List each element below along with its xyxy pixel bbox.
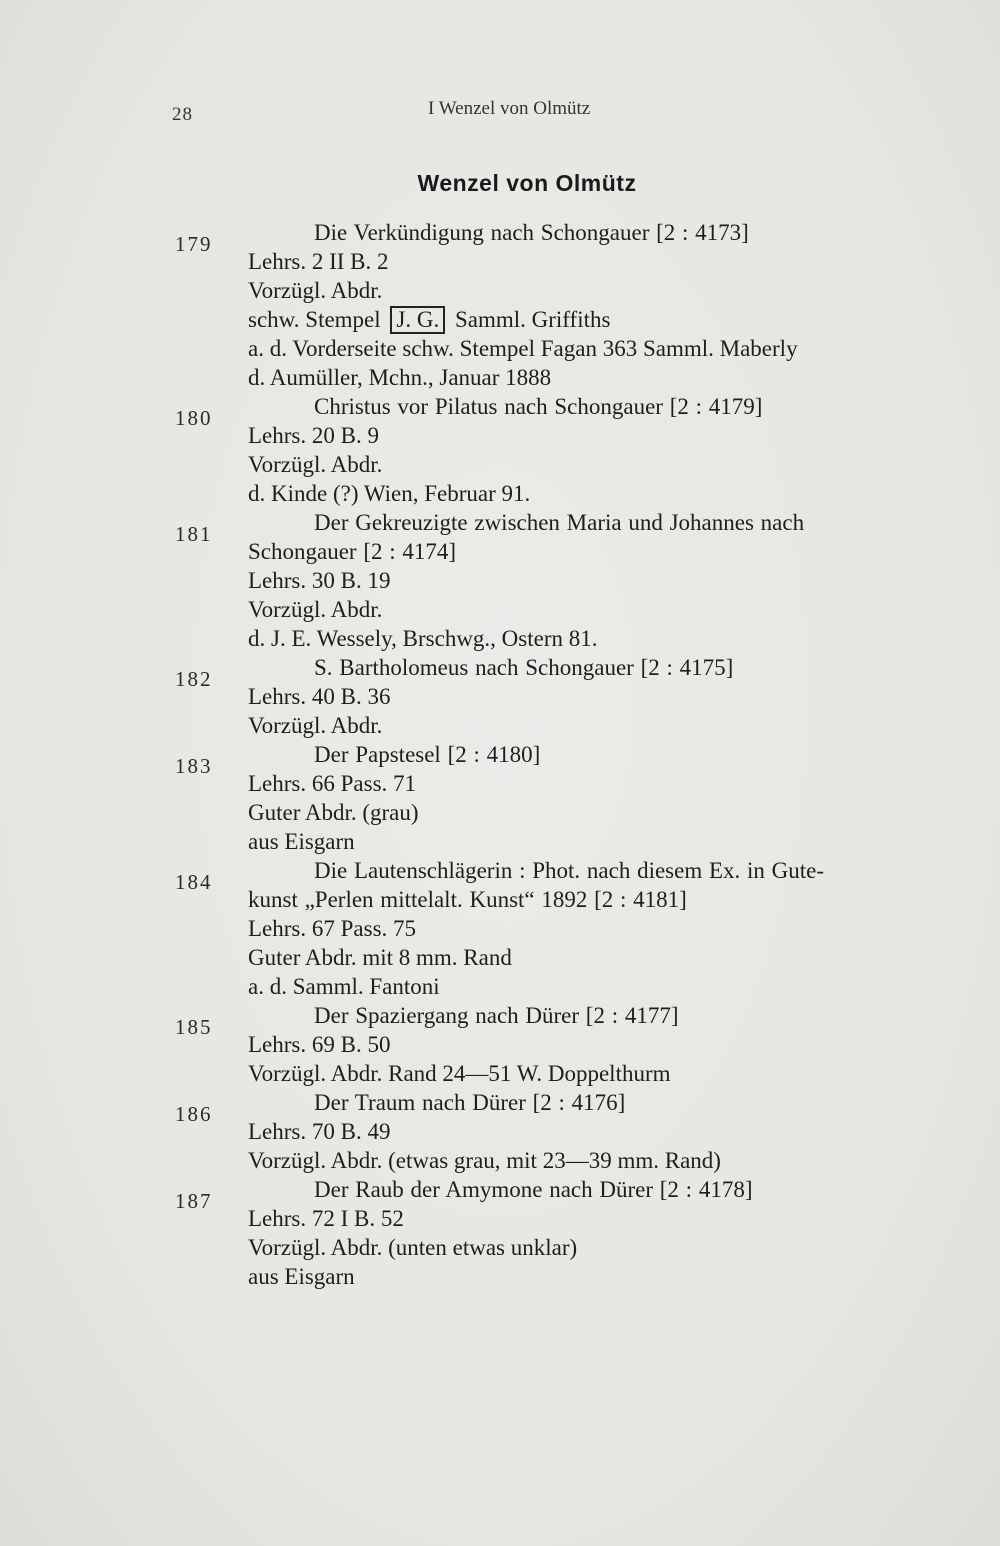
entry-line: Vorzügl. Abdr. [248,452,383,477]
entry-line: Vorzügl. Abdr. Rand 24—51 W. Doppelthurm [248,1061,671,1086]
entry-number: 181 [175,522,213,546]
entry-line: Vorzügl. Abdr. (etwas grau, mit 23—39 mm. Rand) [248,1148,721,1173]
catalog-entry [0,1175,1000,1291]
entry-line: Guter Abdr. (grau) [248,800,419,825]
entry-title [248,856,904,914]
entry-line: aus Eisgarn [248,829,355,854]
catalog-entry [0,740,1000,856]
entry-line: Vorzügl. Abdr. (unten etwas unklar) [248,1235,578,1260]
entry-title: Der Traum nach Dürer [2 : 4176] [314,1090,626,1115]
entry-title: Der Raub der Amymone nach Dürer [2 : 4178] [314,1177,753,1202]
catalog-entry [0,1088,1000,1175]
section-title: Wenzel von Olmütz [417,170,637,196]
stamp-line [248,305,908,334]
collector-stamp: J. G. [390,306,445,334]
entry-line: a. d. Vorderseite schw. Stempel Fagan 363 Samml. Maberly [248,336,798,361]
catalog-entries [0,218,1000,1291]
entry-number: 186 [175,1102,213,1126]
running-title: I Wenzel von Olmütz [428,98,591,119]
entry-line: Lehrs. 40 B. 36 [248,684,391,709]
catalog-entry [0,856,1000,1001]
catalog-entry [0,392,1000,508]
page-number: 28 [172,104,193,125]
stamp-collection: Samml. Griffiths [454,307,611,332]
entry-line: Lehrs. 67 Pass. 75 [248,916,417,941]
entry-title: Die Verkündigung nach Schongauer [2 : 4173] [314,220,749,245]
entry-title [248,508,904,566]
entry-line: Lehrs. 30 B. 19 [248,568,391,593]
entry-line: a. d. Samml. Fantoni [248,974,440,999]
entry-title-text: Die Lautenschlägerin : Phot. nach diesem Ex. in Gute- [314,858,825,883]
catalog-entry [0,653,1000,740]
entry-title-text: Der Gekreuzigte zwischen Maria und Johannes nach [314,510,805,535]
entry-number: 183 [175,754,213,778]
entry-number: 179 [175,232,213,256]
entry-title-continuation: Schongauer [2 : 4174] [248,539,457,564]
entry-title: S. Bartholomeus nach Schongauer [2 : 4175] [314,655,734,680]
catalog-entry [0,218,1000,392]
entry-line: Vorzügl. Abdr. [248,597,383,622]
entry-line: Vorzügl. Abdr. [248,278,383,303]
entry-number: 180 [175,406,213,430]
entry-line: d. Aumüller, Mchn., Januar 1888 [248,365,552,390]
entry-line: Lehrs. 2 II B. 2 [248,249,389,274]
entry-line: Lehrs. 70 B. 49 [248,1119,391,1144]
entry-line: Lehrs. 20 B. 9 [248,423,379,448]
entry-number: 187 [175,1189,213,1213]
entry-title-continuation: kunst „Perlen mittelalt. Kunst“ 1892 [2 : 4181] [248,887,687,912]
catalog-entry [0,1001,1000,1088]
entry-title: Der Papstesel [2 : 4180] [314,742,541,767]
entry-line: Lehrs. 69 B. 50 [248,1032,391,1057]
entry-title: Christus vor Pilatus nach Schongauer [2 : 4179] [314,394,763,419]
entry-line: d. Kinde (?) Wien, Februar 91. [248,481,531,506]
entry-line: Vorzügl. Abdr. [248,713,383,738]
entry-line: d. J. E. Wessely, Brschwg., Ostern 81. [248,626,598,651]
entry-number: 184 [175,870,213,894]
entry-line: Lehrs. 72 I B. 52 [248,1206,404,1231]
catalog-entry [0,508,1000,653]
running-head [0,98,1000,128]
entry-number: 185 [175,1015,213,1039]
entry-number: 182 [175,667,213,691]
entry-line: aus Eisgarn [248,1264,355,1289]
entry-title: Der Spaziergang nach Dürer [2 : 4177] [314,1003,679,1028]
entry-line: Lehrs. 66 Pass. 71 [248,771,417,796]
stamp-label: schw. Stempel [248,307,381,332]
entry-line: Guter Abdr. mit 8 mm. Rand [248,945,512,970]
